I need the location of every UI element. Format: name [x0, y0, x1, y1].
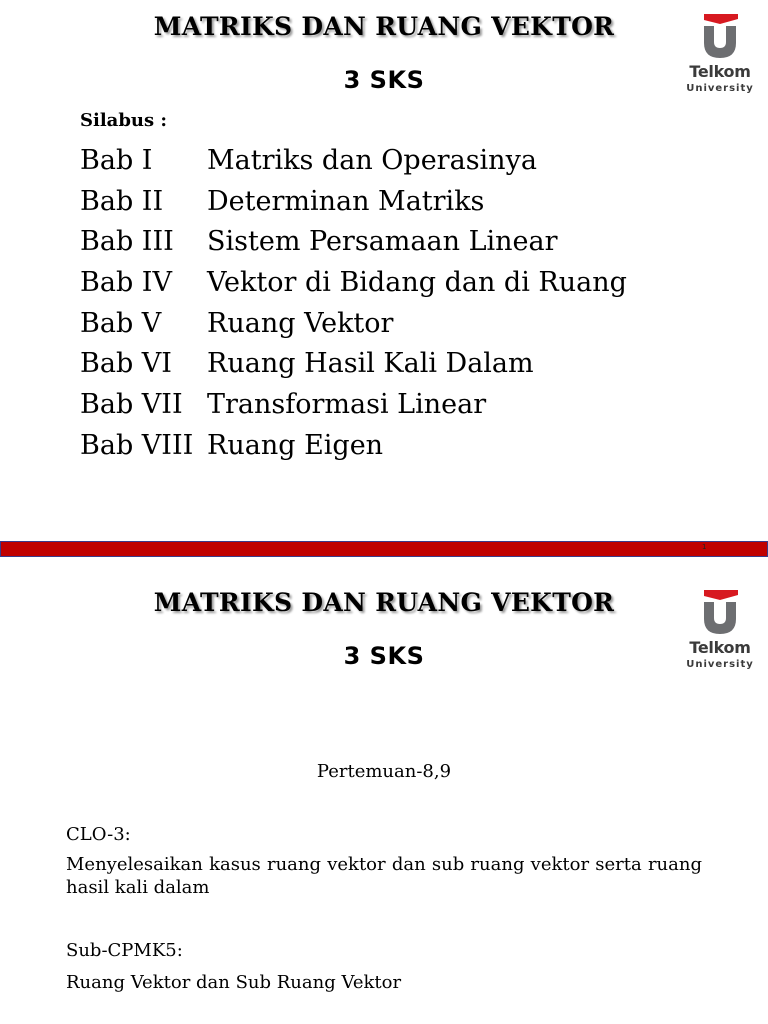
slide-title: MATRIKS DAN RUANG VEKTOR [153, 588, 615, 617]
clo-text: Menyelesaikan kasus ruang vektor dan sub ruang vektor serta ruang hasil kali dalam [66, 854, 702, 898]
bab-item [80, 303, 627, 344]
slide-title: MATRIKS DAN RUANG VEKTOR [153, 12, 615, 41]
bab-item [80, 343, 627, 384]
logo-text-university: University [686, 83, 754, 94]
bab-number: Bab VI [80, 348, 172, 380]
bab-title: Transformasi Linear [207, 388, 487, 420]
bab-number: Bab I [80, 144, 153, 176]
slide-subtitle: 3 SKS [343, 66, 425, 94]
bab-number: Bab VIII [80, 429, 194, 461]
telkom-logo-icon [684, 586, 756, 638]
logo-text-university: University [686, 659, 754, 670]
slide-2 [0, 558, 768, 1024]
bab-number: Bab IV [80, 266, 172, 298]
subcpmk-text: Ruang Vektor dan Sub Ruang Vektor [66, 972, 402, 993]
bab-item [80, 140, 627, 181]
slide-divider-bar [0, 541, 768, 557]
slide-subtitle: 3 SKS [343, 642, 425, 670]
telkom-logo-icon [684, 10, 756, 62]
bab-title: Ruang Hasil Kali Dalam [207, 348, 534, 380]
bab-number: Bab II [80, 185, 164, 217]
page-number: 1 [702, 543, 707, 551]
bab-item [80, 425, 627, 466]
bab-number: Bab V [80, 307, 162, 339]
silabus-label: Silabus : [80, 110, 168, 131]
logo-text-telkom: Telkom [689, 638, 751, 657]
subcpmk-label: Sub-CPMK5: [66, 940, 183, 961]
bab-title: Vektor di Bidang dan di Ruang [207, 266, 627, 298]
bab-title: Determinan Matriks [207, 185, 485, 217]
bab-title: Ruang Vektor [207, 307, 394, 339]
bab-item [80, 181, 627, 222]
bab-number: Bab III [80, 226, 174, 258]
bab-item [80, 221, 627, 262]
telkom-university-logo [684, 586, 756, 672]
bab-list [80, 140, 627, 466]
logo-text-telkom: Telkom [689, 62, 751, 81]
meeting-label: Pertemuan-8,9 [316, 761, 452, 782]
bab-item [80, 262, 627, 303]
clo-label: CLO-3: [66, 824, 131, 845]
telkom-university-logo [684, 10, 756, 96]
bab-title: Matriks dan Operasinya [207, 144, 537, 176]
bab-title: Sistem Persamaan Linear [207, 226, 558, 258]
bab-item [80, 384, 627, 425]
bab-number: Bab VII [80, 388, 183, 420]
bab-title: Ruang Eigen [207, 429, 384, 461]
